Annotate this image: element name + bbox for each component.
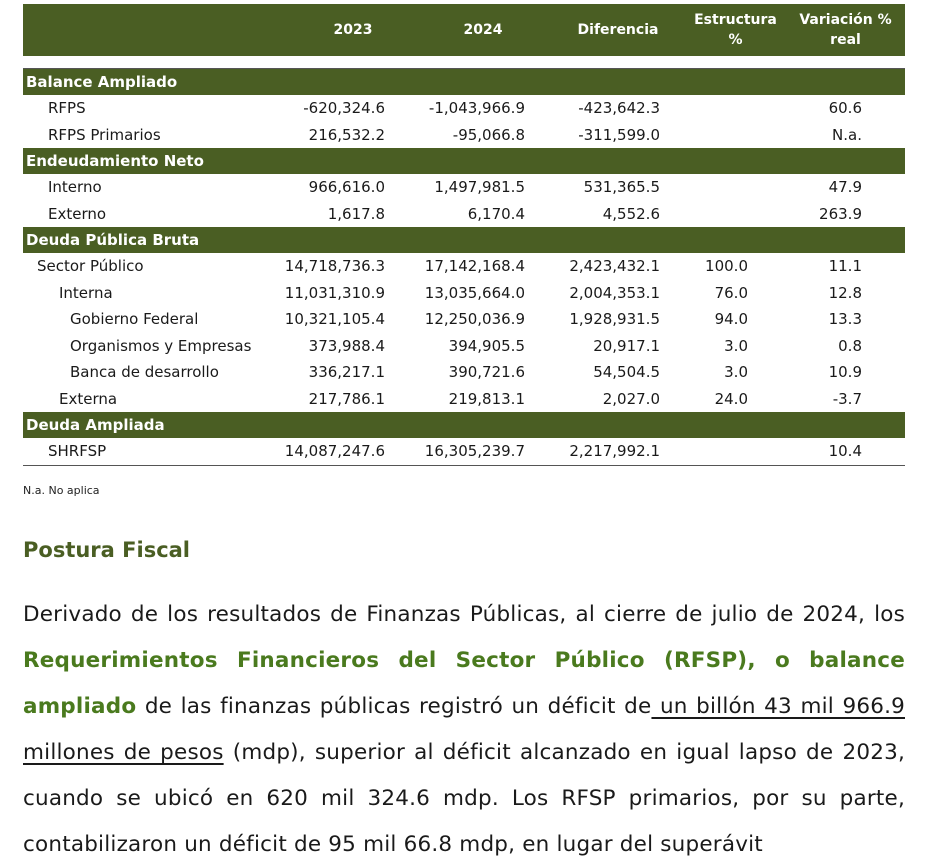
cell-diferencia: 2,004,353.1: [569, 283, 660, 302]
section-title: Deuda Ampliada: [23, 412, 905, 438]
row-label: Externa: [59, 389, 118, 408]
table-row: [23, 280, 905, 307]
cell-diferencia: 2,217,992.1: [569, 442, 660, 460]
cell-variacion: 12.8: [828, 283, 862, 302]
cell-2024: 17,142,168.4: [424, 257, 525, 275]
paragraph-highlight: Requerimientos Financieros del Sector Público (RFSP), o balance ampliado: [23, 648, 905, 719]
section-title: Balance Ampliado: [23, 69, 905, 95]
paragraph-underlined: un billón 43 mil 966.9 millones de pesos: [23, 694, 905, 765]
cell-2024: 13,035,664.0: [424, 283, 525, 302]
cell-variacion: 263.9: [819, 204, 862, 223]
cell-variacion: 10.9: [828, 363, 862, 381]
cell-diferencia: 531,365.5: [583, 178, 660, 196]
cell-variacion: 13.3: [828, 310, 862, 328]
paragraph-text-1: Derivado de los resultados de Finanzas Públicas, al cierre de julio de 2024, los: [23, 602, 905, 627]
paragraph-text-3: (mdp), superior al déficit alcanzado en igual lapso de 2023, cuando se ubicó en 620 mil 324.6 mdp. Los RFSP primarios, por su parte, contabilizaron un déficit de 95 mil 66.8 mdp, en lugar del superávit: [23, 740, 905, 857]
fiscal-table: [23, 4, 905, 466]
row-label: Externo: [48, 204, 107, 223]
cell-diferencia: 2,027.0: [602, 389, 660, 408]
cell-estructura: 3.0: [724, 336, 748, 355]
cell-2023: 336,217.1: [308, 363, 385, 381]
cell-diferencia: 1,928,931.5: [569, 310, 660, 328]
table-row: [23, 201, 905, 228]
cell-estructura: 3.0: [724, 363, 748, 381]
section-heading: Postura Fiscal: [23, 538, 191, 562]
cell-estructura: 76.0: [714, 283, 748, 302]
cell-estructura: 94.0: [714, 310, 748, 328]
row-label: Organismos y Empresas: [70, 336, 252, 355]
row-label: Sector Público: [37, 257, 144, 275]
table-note: N.a. No aplica: [23, 484, 100, 497]
cell-2024: -1,043,966.9: [428, 99, 525, 117]
cell-2023: 373,988.4: [308, 336, 385, 355]
table-row: [23, 333, 905, 360]
table-row: [23, 174, 905, 201]
cell-2023: 216,532.2: [308, 125, 385, 144]
cell-variacion: 60.6: [828, 99, 862, 117]
cell-variacion: -3.7: [832, 389, 862, 408]
cell-diferencia: 54,504.5: [593, 363, 660, 381]
cell-2024: 219,813.1: [448, 389, 525, 408]
cell-2023: 10,321,105.4: [284, 310, 385, 328]
cell-diferencia: 4,552.6: [602, 204, 660, 223]
cell-estructura: 100.0: [705, 257, 748, 275]
cell-variacion: N.a.: [832, 125, 862, 144]
paragraph-text-2: de las finanzas públicas registró un déficit de: [136, 694, 652, 719]
row-label: Interno: [48, 178, 102, 196]
section-title: Deuda Pública Bruta: [23, 227, 905, 253]
cell-diferencia: 2,423,432.1: [569, 257, 660, 275]
cell-estructura: 24.0: [714, 389, 748, 408]
header-estructura: Estructura %: [694, 12, 777, 48]
section-title: Endeudamiento Neto: [23, 148, 905, 174]
body-paragraph: [23, 592, 905, 868]
cell-2024: -95,066.8: [452, 125, 525, 144]
row-label: Interna: [59, 283, 113, 302]
cell-2023: 1,617.8: [327, 204, 385, 223]
cell-variacion: 11.1: [828, 257, 862, 275]
cell-diferencia: -311,599.0: [578, 125, 660, 144]
cell-2023: 966,616.0: [308, 178, 385, 196]
cell-2024: 394,905.5: [448, 336, 525, 355]
cell-2023: 11,031,310.9: [284, 283, 385, 302]
cell-2024: 12,250,036.9: [424, 310, 525, 328]
cell-2024: 16,305,239.7: [424, 442, 525, 460]
row-label: Gobierno Federal: [70, 310, 199, 328]
header-separator: [23, 56, 905, 69]
table-row: [23, 438, 905, 466]
table-row: [23, 122, 905, 149]
header-2023: 2023: [333, 22, 373, 38]
table-header: [23, 4, 905, 56]
row-label: SHRFSP: [48, 442, 107, 460]
cell-variacion: 47.9: [828, 178, 862, 196]
header-variacion: Variación % real: [799, 12, 892, 48]
cell-2024: 1,497,981.5: [434, 178, 525, 196]
cell-2023: 14,087,247.6: [284, 442, 385, 460]
cell-2024: 6,170.4: [467, 204, 525, 223]
cell-2023: 14,718,736.3: [284, 257, 385, 275]
cell-diferencia: -423,642.3: [578, 99, 660, 117]
table-row: [23, 306, 905, 333]
cell-2024: 390,721.6: [448, 363, 525, 381]
row-label: Banca de desarrollo: [70, 363, 219, 381]
cell-2023: 217,786.1: [308, 389, 385, 408]
header-2024: 2024: [463, 22, 503, 38]
cell-diferencia: 20,917.1: [593, 336, 660, 355]
table-row: [23, 359, 905, 386]
table-row: [23, 386, 905, 413]
table-row: [23, 95, 905, 122]
table-row: [23, 253, 905, 280]
row-label: RFPS: [48, 99, 86, 117]
cell-variacion: 10.4: [828, 442, 862, 460]
cell-variacion: 0.8: [838, 336, 862, 355]
table-body: [23, 69, 905, 466]
header-diferencia: Diferencia: [577, 22, 659, 38]
row-label: RFPS Primarios: [48, 125, 161, 144]
cell-2023: -620,324.6: [303, 99, 385, 117]
